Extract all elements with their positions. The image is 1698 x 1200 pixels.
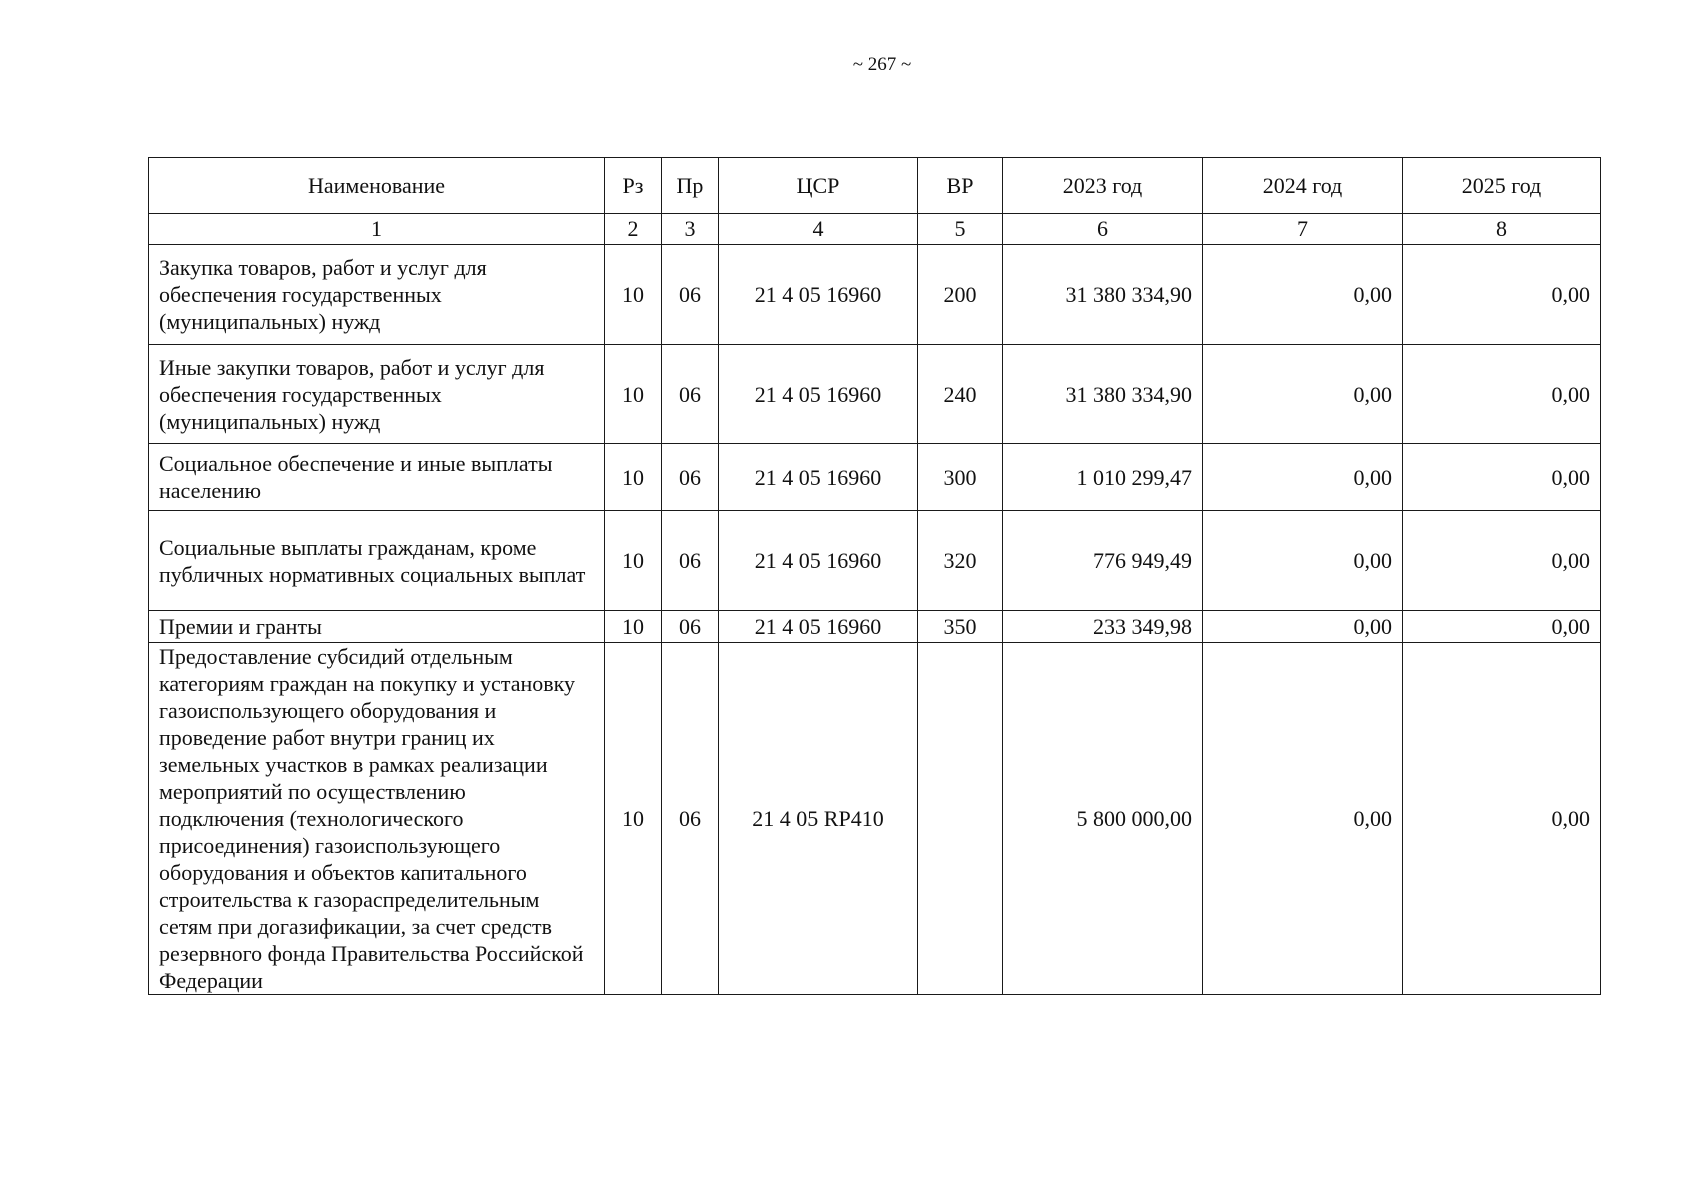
header-2025: 2025 год [1403,158,1601,214]
table-row [149,245,1601,345]
column-numbers-row [149,214,1601,245]
row-csr: 21 4 05 16960 [719,245,918,345]
row-2024: 0,00 [1203,511,1403,611]
row-vr: 240 [918,345,1003,444]
row-2025: 0,00 [1403,245,1601,345]
row-rz: 10 [605,511,662,611]
row-pr: 06 [662,611,719,643]
page-number: ~ 267 ~ [852,54,912,75]
row-csr: 21 4 05 RP410 [719,643,918,995]
row-pr: 06 [662,444,719,511]
row-csr: 21 4 05 16960 [719,511,918,611]
row-rz: 10 [605,444,662,511]
header-pr: Пр [662,158,719,214]
row-2024: 0,00 [1203,345,1403,444]
column-number: 6 [1003,214,1203,245]
row-2024: 0,00 [1203,611,1403,643]
column-number: 2 [605,214,662,245]
row-2023: 776 949,49 [1003,511,1203,611]
row-2025: 0,00 [1403,611,1601,643]
column-number: 8 [1403,214,1601,245]
row-2024: 0,00 [1203,444,1403,511]
row-pr: 06 [662,511,719,611]
header-vr: ВР [918,158,1003,214]
row-vr: 350 [918,611,1003,643]
column-number: 4 [719,214,918,245]
header-2024: 2024 год [1203,158,1403,214]
table-row [149,345,1601,444]
row-vr: 300 [918,444,1003,511]
row-csr: 21 4 05 16960 [719,345,918,444]
row-2023: 31 380 334,90 [1003,245,1203,345]
row-name: Предоставление субсидий отдельным категориям граждан на покупку и установку газоиспользующего оборудования и проведение работ внутри границ их земельных участков в рамках реализации мероприятий по осуществлению подключения (технологического присоединения) газоиспользующего оборудования и объектов капитального строительства к газораспределительным сетям при догазификации, за счет средств резервного фонда Правительства Российской Федерации [149,643,605,995]
header-csr: ЦСР [719,158,918,214]
row-pr: 06 [662,245,719,345]
row-rz: 10 [605,643,662,995]
row-rz: 10 [605,245,662,345]
row-2025: 0,00 [1403,345,1601,444]
table-row [149,511,1601,611]
row-vr: 320 [918,511,1003,611]
row-vr: 200 [918,245,1003,345]
header-name: Наименование [149,158,605,214]
column-number: 1 [149,214,605,245]
row-name: Закупка товаров, работ и услуг для обеспечения государственных (муниципальных) нужд [149,245,605,345]
column-number: 7 [1203,214,1403,245]
row-2023: 5 800 000,00 [1003,643,1203,995]
table-row [149,643,1601,995]
row-2024: 0,00 [1203,245,1403,345]
budget-table [148,157,1601,995]
row-name: Премии и гранты [149,611,605,643]
row-2025: 0,00 [1403,643,1601,995]
row-2025: 0,00 [1403,511,1601,611]
row-rz: 10 [605,345,662,444]
header-rz: Рз [605,158,662,214]
row-name: Социальные выплаты гражданам, кроме публичных нормативных социальных выплат [149,511,605,611]
table-row [149,444,1601,511]
row-name: Иные закупки товаров, работ и услуг для обеспечения государственных (муниципальных) нужд [149,345,605,444]
row-2025: 0,00 [1403,444,1601,511]
column-number: 5 [918,214,1003,245]
row-csr: 21 4 05 16960 [719,444,918,511]
row-2023: 233 349,98 [1003,611,1203,643]
row-vr [918,643,1003,995]
header-2023: 2023 год [1003,158,1203,214]
table-row [149,611,1601,643]
column-number: 3 [662,214,719,245]
row-2023: 1 010 299,47 [1003,444,1203,511]
row-pr: 06 [662,643,719,995]
row-csr: 21 4 05 16960 [719,611,918,643]
row-2023: 31 380 334,90 [1003,345,1203,444]
row-pr: 06 [662,345,719,444]
row-name: Социальное обеспечение и иные выплаты населению [149,444,605,511]
header-row [149,158,1601,214]
row-rz: 10 [605,611,662,643]
row-2024: 0,00 [1203,643,1403,995]
